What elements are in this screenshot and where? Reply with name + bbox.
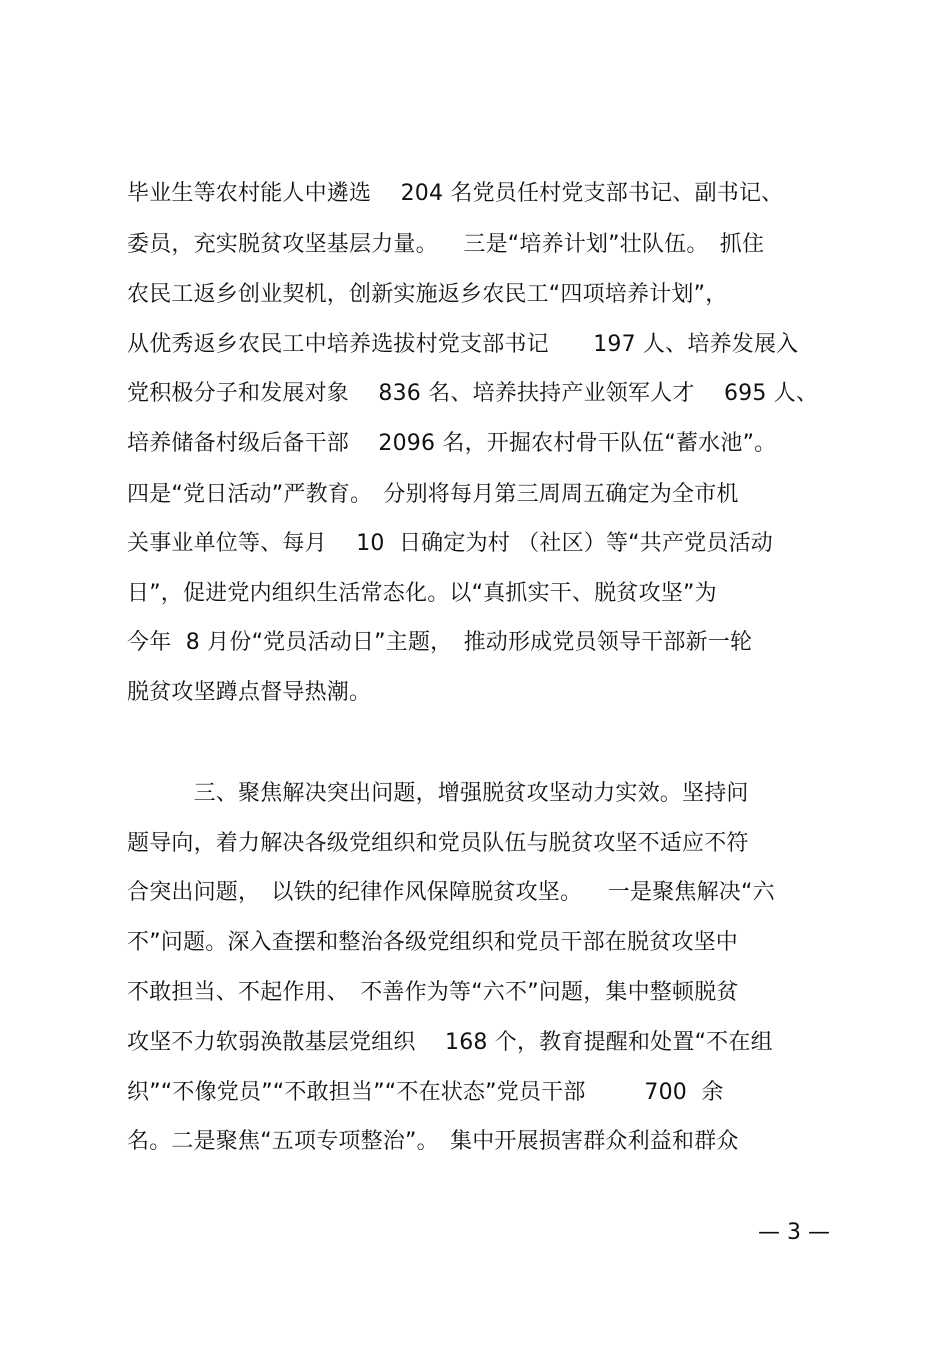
body-text-line: 今年 8 月份“党员活动日”主题， 推动形成党员领导干部新一轮 xyxy=(127,630,753,655)
body-text-line: 不”问题。深入查摆和整治各级党组织和党员干部在脱贫攻坚中 xyxy=(127,930,738,955)
body-text-line: 培养储备村级后备干部 2096 名，开掘农村骨干队伍“蓄水池”。 xyxy=(127,431,777,456)
body-text-line: 攻坚不力软弱涣散基层党组织 168 个，教育提醒和处置“不在组 xyxy=(127,1030,773,1055)
body-text-line: 题导向，着力解决各级党组织和党员队伍与脱贫攻坚不适应不符 xyxy=(127,831,749,856)
body-text-line: 不敢担当、不起作用、 不善作为等“六不”问题，集中整顿脱贫 xyxy=(127,980,739,1005)
body-text-line: 党积极分子和发展对象 836 名、培养扶持产业领军人才 695 人、 xyxy=(127,381,819,406)
body-text-line: 合突出问题， 以铁的纪律作风保障脱贫攻坚。 一是聚焦解决“六 xyxy=(127,880,775,905)
body-text-line: 织”“不像党员”“不敢担当”“不在状态”党员干部 700 余 xyxy=(127,1080,724,1105)
body-text-line: 委员，充实脱贫攻坚基层力量。 三是“培养计划”壮队伍。 抓住 xyxy=(127,232,765,257)
page-number: — 3 — xyxy=(758,1220,830,1245)
section-heading-line: 三、聚焦解决突出问题，增强脱贫攻坚动力实效。坚持问 xyxy=(127,781,749,806)
body-text-line: 农民工返乡创业契机，创新实施返乡农民工“四项培养计划”， xyxy=(127,282,728,307)
body-text-line: 四是“党日活动”严教育。 分别将每月第三周周五确定为全市机 xyxy=(127,482,739,507)
body-text-line: 关事业单位等、每月 10 日确定为村 （社区）等“共产党员活动 xyxy=(127,531,773,556)
body-text-line: 从优秀返乡农民工中培养选拔村党支部书记 197 人、培养发展入 xyxy=(127,332,799,357)
body-text-line: 日”，促进党内组织生活常态化。以“真抓实干、脱贫攻坚”为 xyxy=(127,581,717,606)
body-text-line: 脱贫攻坚蹲点督导热潮。 xyxy=(127,680,372,705)
body-text-line: 毕业生等农村能人中遴选 204 名党员任村党支部书记、副书记、 xyxy=(127,181,784,206)
body-text-line: 名。二是聚焦“五项专项整治”。 集中开展损害群众利益和群众 xyxy=(127,1129,739,1154)
